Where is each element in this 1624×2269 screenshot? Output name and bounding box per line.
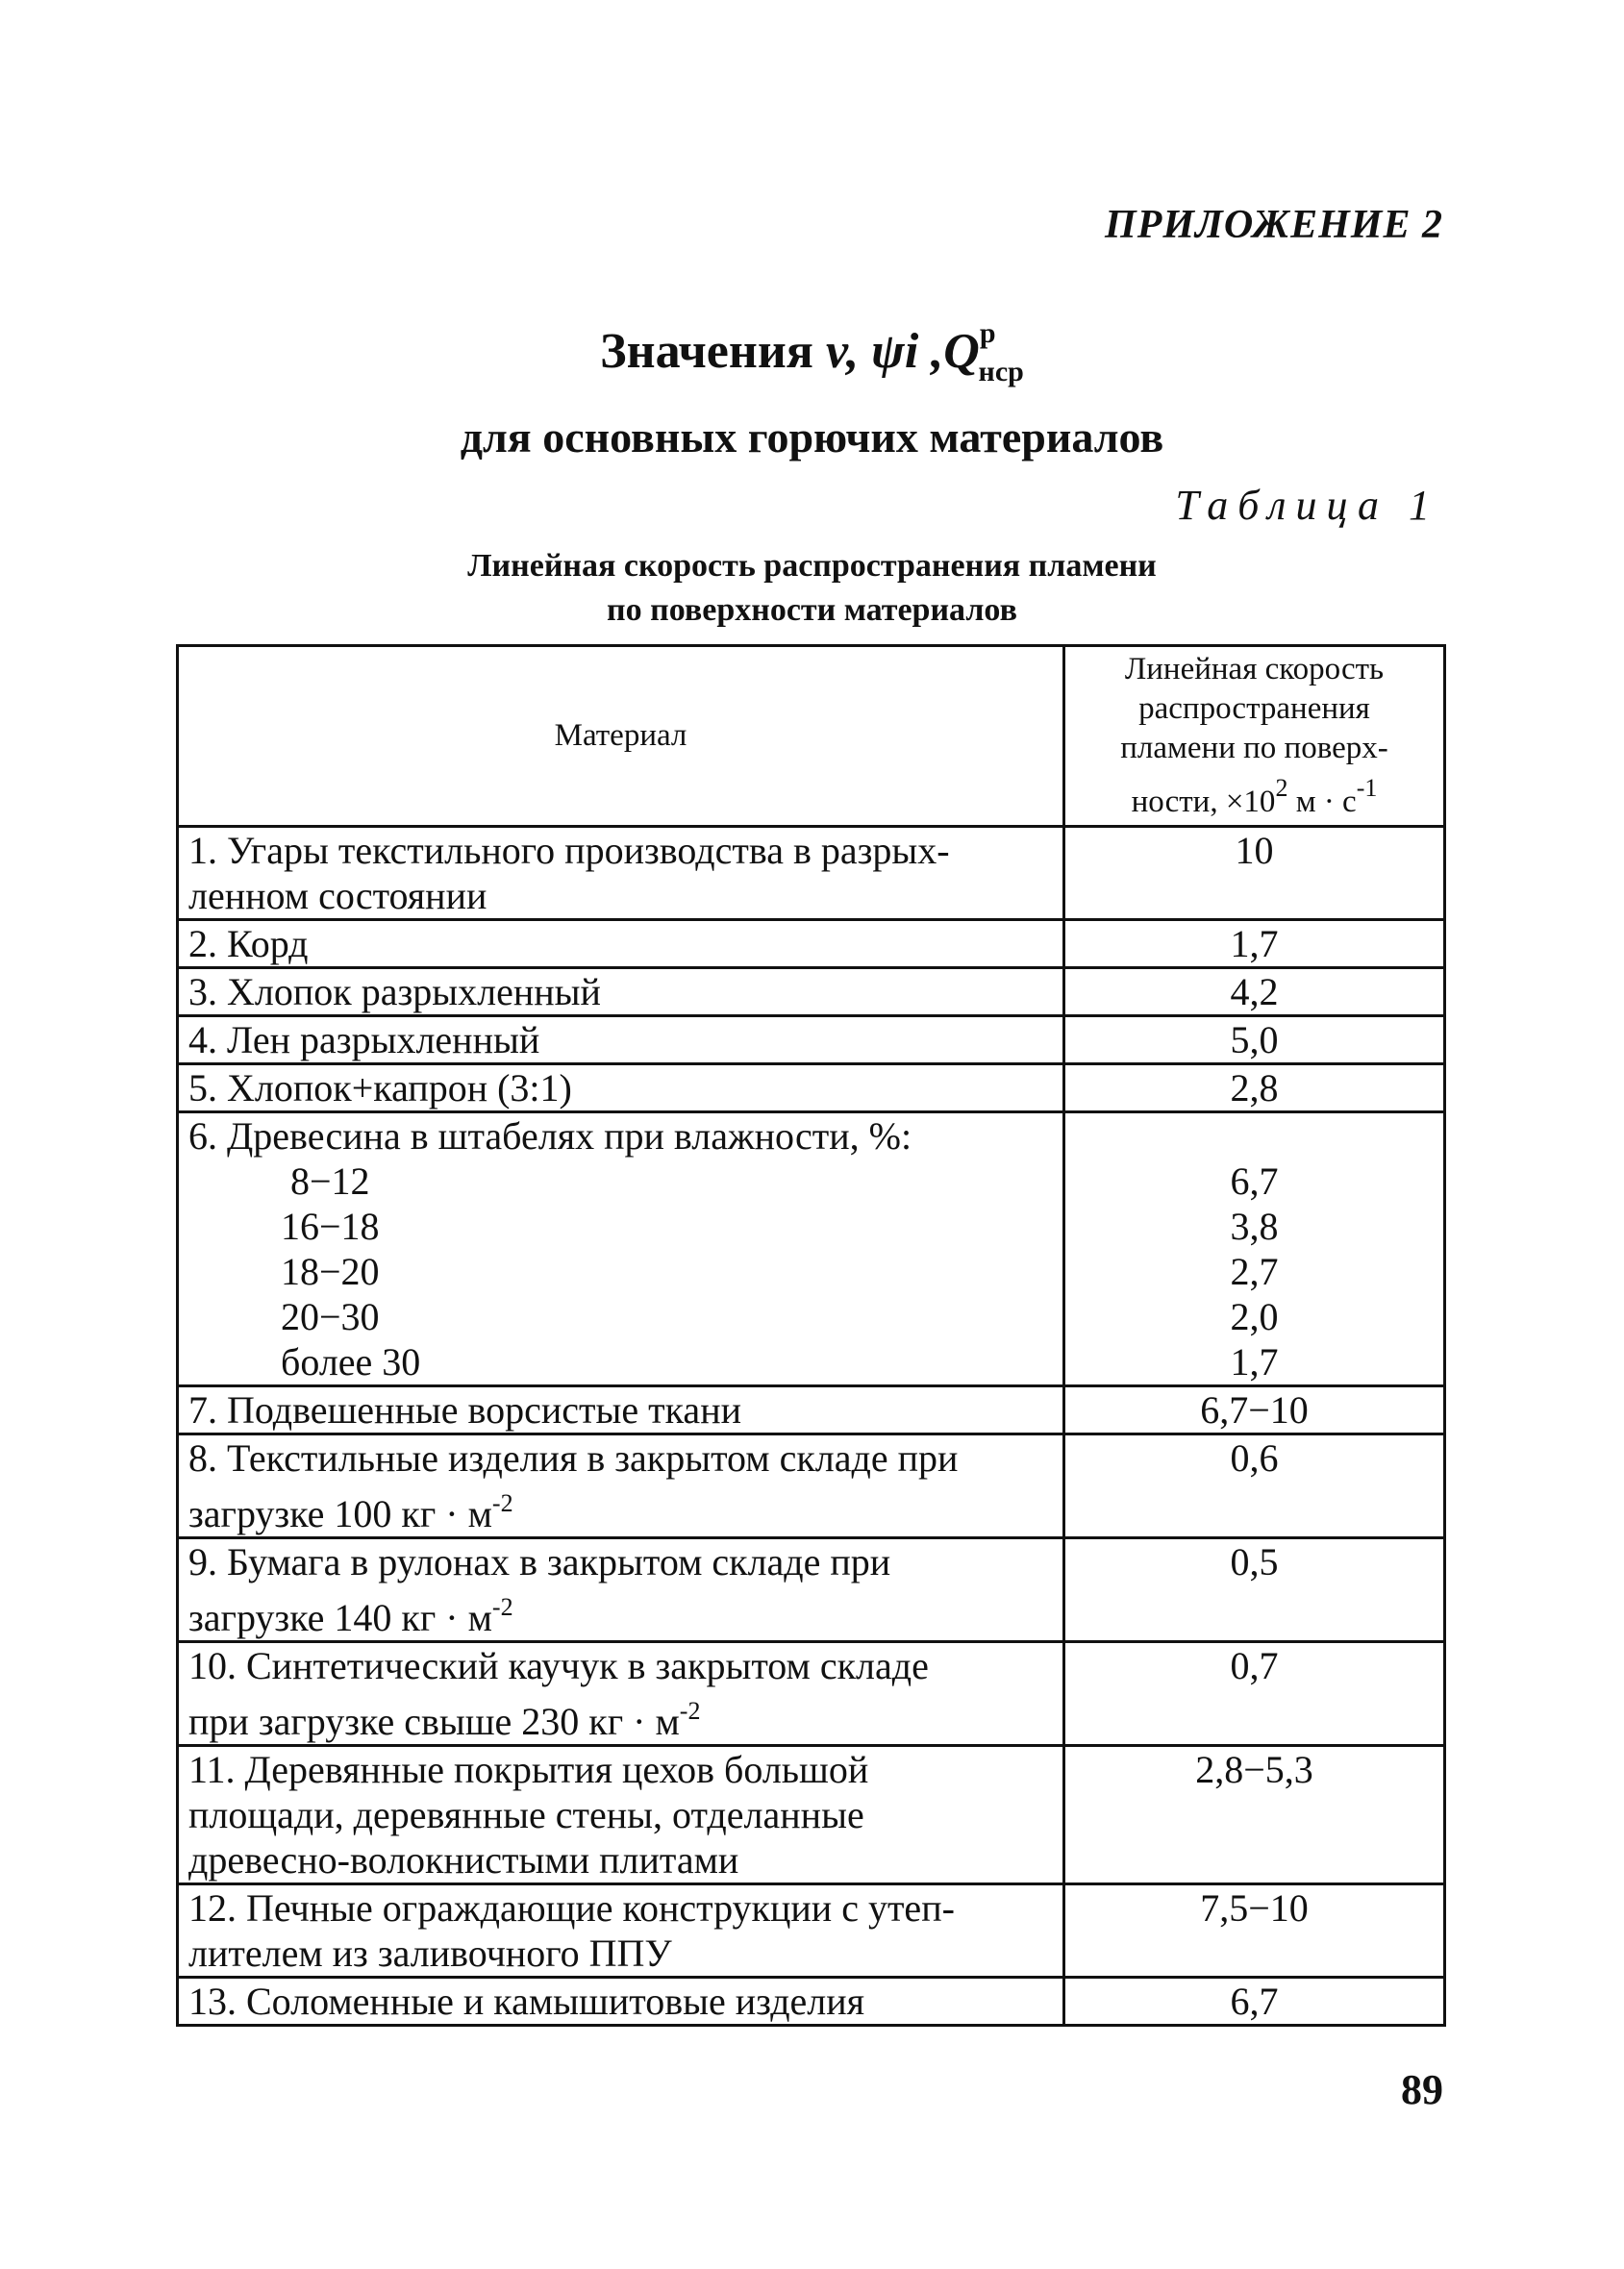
symbol-q-sub: нср (978, 356, 1024, 387)
sub-item-value: 2,0 (1230, 1295, 1279, 1338)
page-number: 89 (1401, 2066, 1443, 2113)
value-cell: 5,0 (1064, 1016, 1445, 1064)
symbol-psi: ψi , (871, 324, 944, 379)
table-row (178, 968, 1445, 1016)
table-row (178, 1016, 1445, 1064)
sub-item-label: более 30 (281, 1340, 421, 1384)
sub-item-label: 20−30 (281, 1295, 380, 1338)
table-label: Таблица 1 (1175, 482, 1439, 529)
material-cell: 9. Бумага в рулонах в закрытом складе при загрузке 140 кг · $м^{-2}$ (178, 1538, 1064, 1642)
header-speed-line: распространения (1138, 691, 1370, 726)
header-speed (1064, 646, 1445, 827)
sub-item-label: 18−20 (281, 1250, 380, 1293)
value-cell: 0,6 (1064, 1434, 1445, 1538)
material-cell: 8. Текстильные изделия в закрытом складе при загрузке 100 кг · $м^{-2}$ (178, 1434, 1064, 1538)
table-caption (0, 544, 1624, 633)
material-cell: 7. Подвешенные ворсистые ткани (178, 1386, 1064, 1434)
material-cell: 10. Синтетический каучук в закрытом складе при загрузке свыше 230 кг · $м^{-2}$ (178, 1642, 1064, 1746)
table-row (178, 920, 1445, 968)
header-material: Материал (178, 646, 1064, 827)
value-cell (1064, 1112, 1445, 1386)
material-cell: 13. Соломенные и камышитовые изделия (178, 1978, 1064, 2026)
caption-line-2: по поверхности материалов (607, 592, 1017, 628)
material-cell: 6. Древесина в штабелях при влажности, %: 8−12 16−18 18−20 20−30 более 30 (178, 1112, 1064, 1386)
table-row (178, 1434, 1445, 1538)
table-row (178, 1884, 1445, 1978)
material-cell: 5. Хлопок+капрон (3:1) (178, 1064, 1064, 1112)
header-speed-line: пламени по поверх- (1120, 731, 1388, 765)
material-cell: 2. Корд (178, 920, 1064, 968)
material-cell: 11. Деревянные покрытия цехов большой площади, деревянные стены, отделанные древесно-волокнистыми плитами (178, 1746, 1064, 1884)
material-cell: 1. Угары текстильного производства в разрых- ленном состоянии (178, 827, 1064, 920)
material-cell: 12. Печные ограждающие конструкции с утеп- лителем из заливочного ППУ (178, 1884, 1064, 1978)
table-row (178, 1538, 1445, 1642)
sub-item-value: 6,7 (1230, 1159, 1279, 1203)
table-row (178, 827, 1445, 920)
table-row (178, 1642, 1445, 1746)
material-cell: 3. Хлопок разрыхленный (178, 968, 1064, 1016)
table-header-row (178, 646, 1445, 827)
table-row (178, 1064, 1445, 1112)
table-row (178, 1978, 1445, 2026)
header-speed-line: ности, $\times 10^2$ $м \cdot с^{-1}$ (1131, 774, 1378, 819)
title-word: Значения (600, 324, 813, 379)
value-cell: 6,7−10 (1064, 1386, 1445, 1434)
value-cell: 0,7 (1064, 1642, 1445, 1746)
sub-item-label: 16−18 (281, 1205, 380, 1248)
value-cell: 2,8−5,3 (1064, 1746, 1445, 1884)
title-line-1 (0, 317, 1624, 388)
table-row (178, 1112, 1445, 1386)
symbol-q-sup: р (979, 317, 996, 349)
value-cell: 10 (1064, 827, 1445, 920)
material-cell: 4. Лен разрыхленный (178, 1016, 1064, 1064)
header-speed-line: Линейная скорость (1124, 652, 1385, 686)
value-cell: 0,5 (1064, 1538, 1445, 1642)
caption-line-1: Линейная скорость распространения пламени (467, 548, 1157, 584)
value-cell: 1,7 (1064, 920, 1445, 968)
sub-item-value: 2,7 (1230, 1250, 1279, 1293)
value-cell: 4,2 (1064, 968, 1445, 1016)
appendix-label: ПРИЛОЖЕНИЕ 2 (1105, 203, 1443, 247)
speed-table (176, 644, 1446, 2027)
sub-item-label: 8−12 (290, 1159, 370, 1203)
value-cell: 6,7 (1064, 1978, 1445, 2026)
sub-item-value: 3,8 (1230, 1205, 1279, 1248)
title-line-2: для основных горючих материалов (460, 412, 1164, 461)
symbol-q: Q (943, 324, 980, 379)
symbol-v: v, (825, 324, 860, 379)
value-cell: 2,8 (1064, 1064, 1445, 1112)
table-row (178, 1746, 1445, 1884)
value-cell: 7,5−10 (1064, 1884, 1445, 1978)
sub-item-value: 1,7 (1230, 1340, 1279, 1384)
table-row (178, 1386, 1445, 1434)
